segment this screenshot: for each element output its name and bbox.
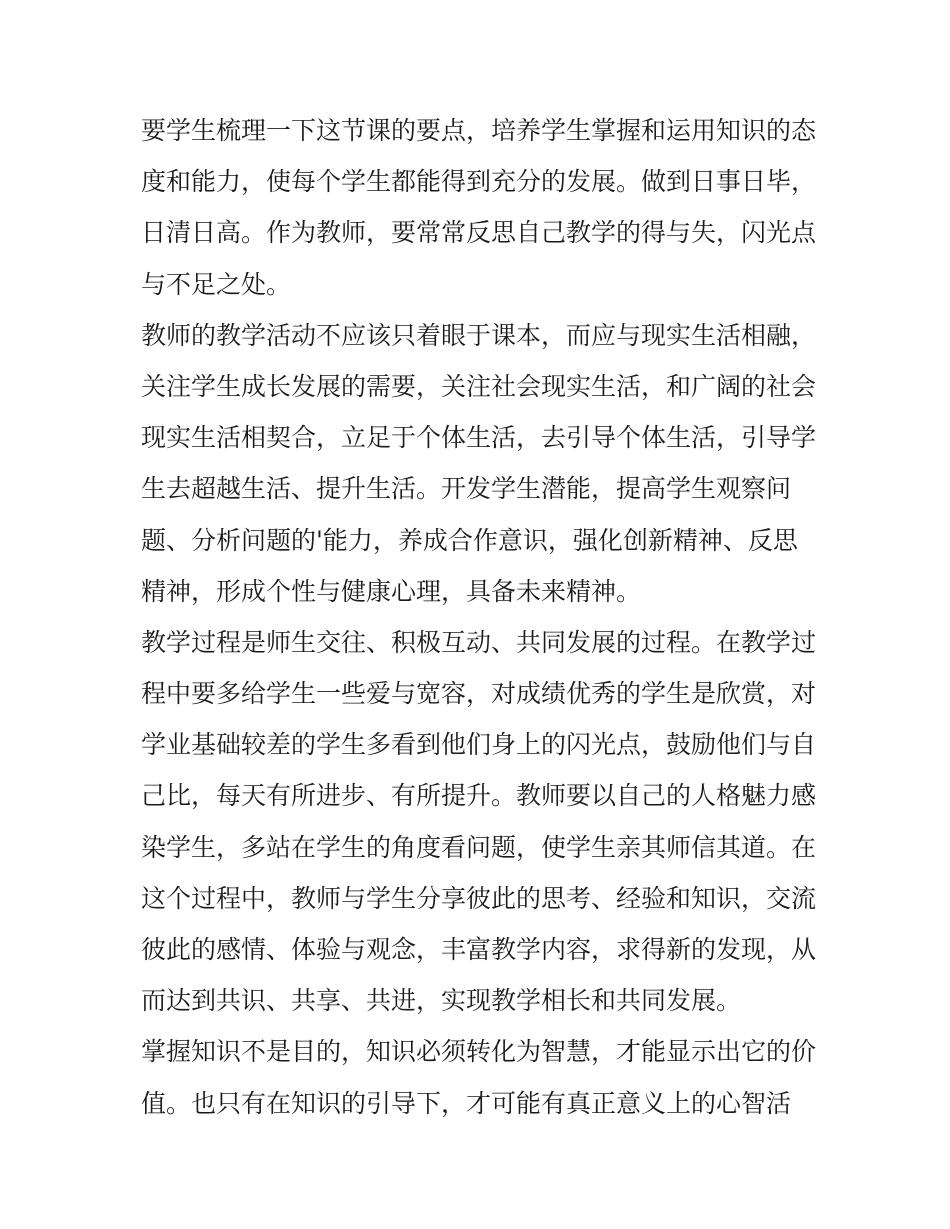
text-line: 彼此的感情、体验与观念，丰富教学内容，求得新的发现，从 [141,935,817,964]
text-line: 掌握知识不是目的，知识必须转化为智慧，才能显示出它的价 [141,1037,817,1067]
text-line: 现实生活相契合，立足于个体生活，去引导个体生活，引导学 [141,423,817,453]
text-line: 教学过程是师生交往、积极互动、共同发展的过程。在教学过 [141,627,817,657]
text-line: 而达到共识、共享、共进，实现教学相长和共同发展。 [141,986,742,1016]
text-line: 度和能力，使每个学生都能得到充分的发展。做到日事日毕， [141,167,817,197]
text-line: 要学生梳理一下这节课的要点，培养学生掌握和运用知识的态 [141,116,817,145]
body-text [141,105,816,1129]
text-line: 精神，形成个性与健康心理，具备未来精神。 [141,576,642,606]
text-line: 值。也只有在知识的引导下，才可能有真正意义上的心智活 [141,1088,792,1118]
text-line: 程中要多给学生一些爱与宽容，对成绩优秀的学生是欣赏，对 [141,679,817,709]
text-line: 教师的教学活动不应该只着眼于课本，而应与现实生活相融， [141,320,817,350]
text-line: 己比，每天有所进步、有所提升。教师要以自己的人格魅力感 [141,781,817,811]
text-line: 日清日高。作为教师，要常常反思自己教学的得与失，闪光点 [141,218,817,248]
text-line: 生去超越生活、提升生活。开发学生潜能，提高学生观察问 [141,474,792,504]
text-line: 关注学生成长发展的需要，关注社会现实生活，和广阔的社会 [141,371,817,401]
text-line: 与不足之处。 [141,269,292,299]
text-line: 这个过程中，教师与学生分享彼此的思考、经验和知识，交流 [141,883,817,913]
text-line: 染学生，多站在学生的角度看问题，使学生亲其师信其道。在 [141,832,817,862]
text-line: 题、分析问题的'能力，养成合作意识，强化创新精神、反思 [141,525,798,555]
text-line: 学业基础较差的学生多看到他们身上的闪光点，鼓励他们与自 [141,730,817,760]
